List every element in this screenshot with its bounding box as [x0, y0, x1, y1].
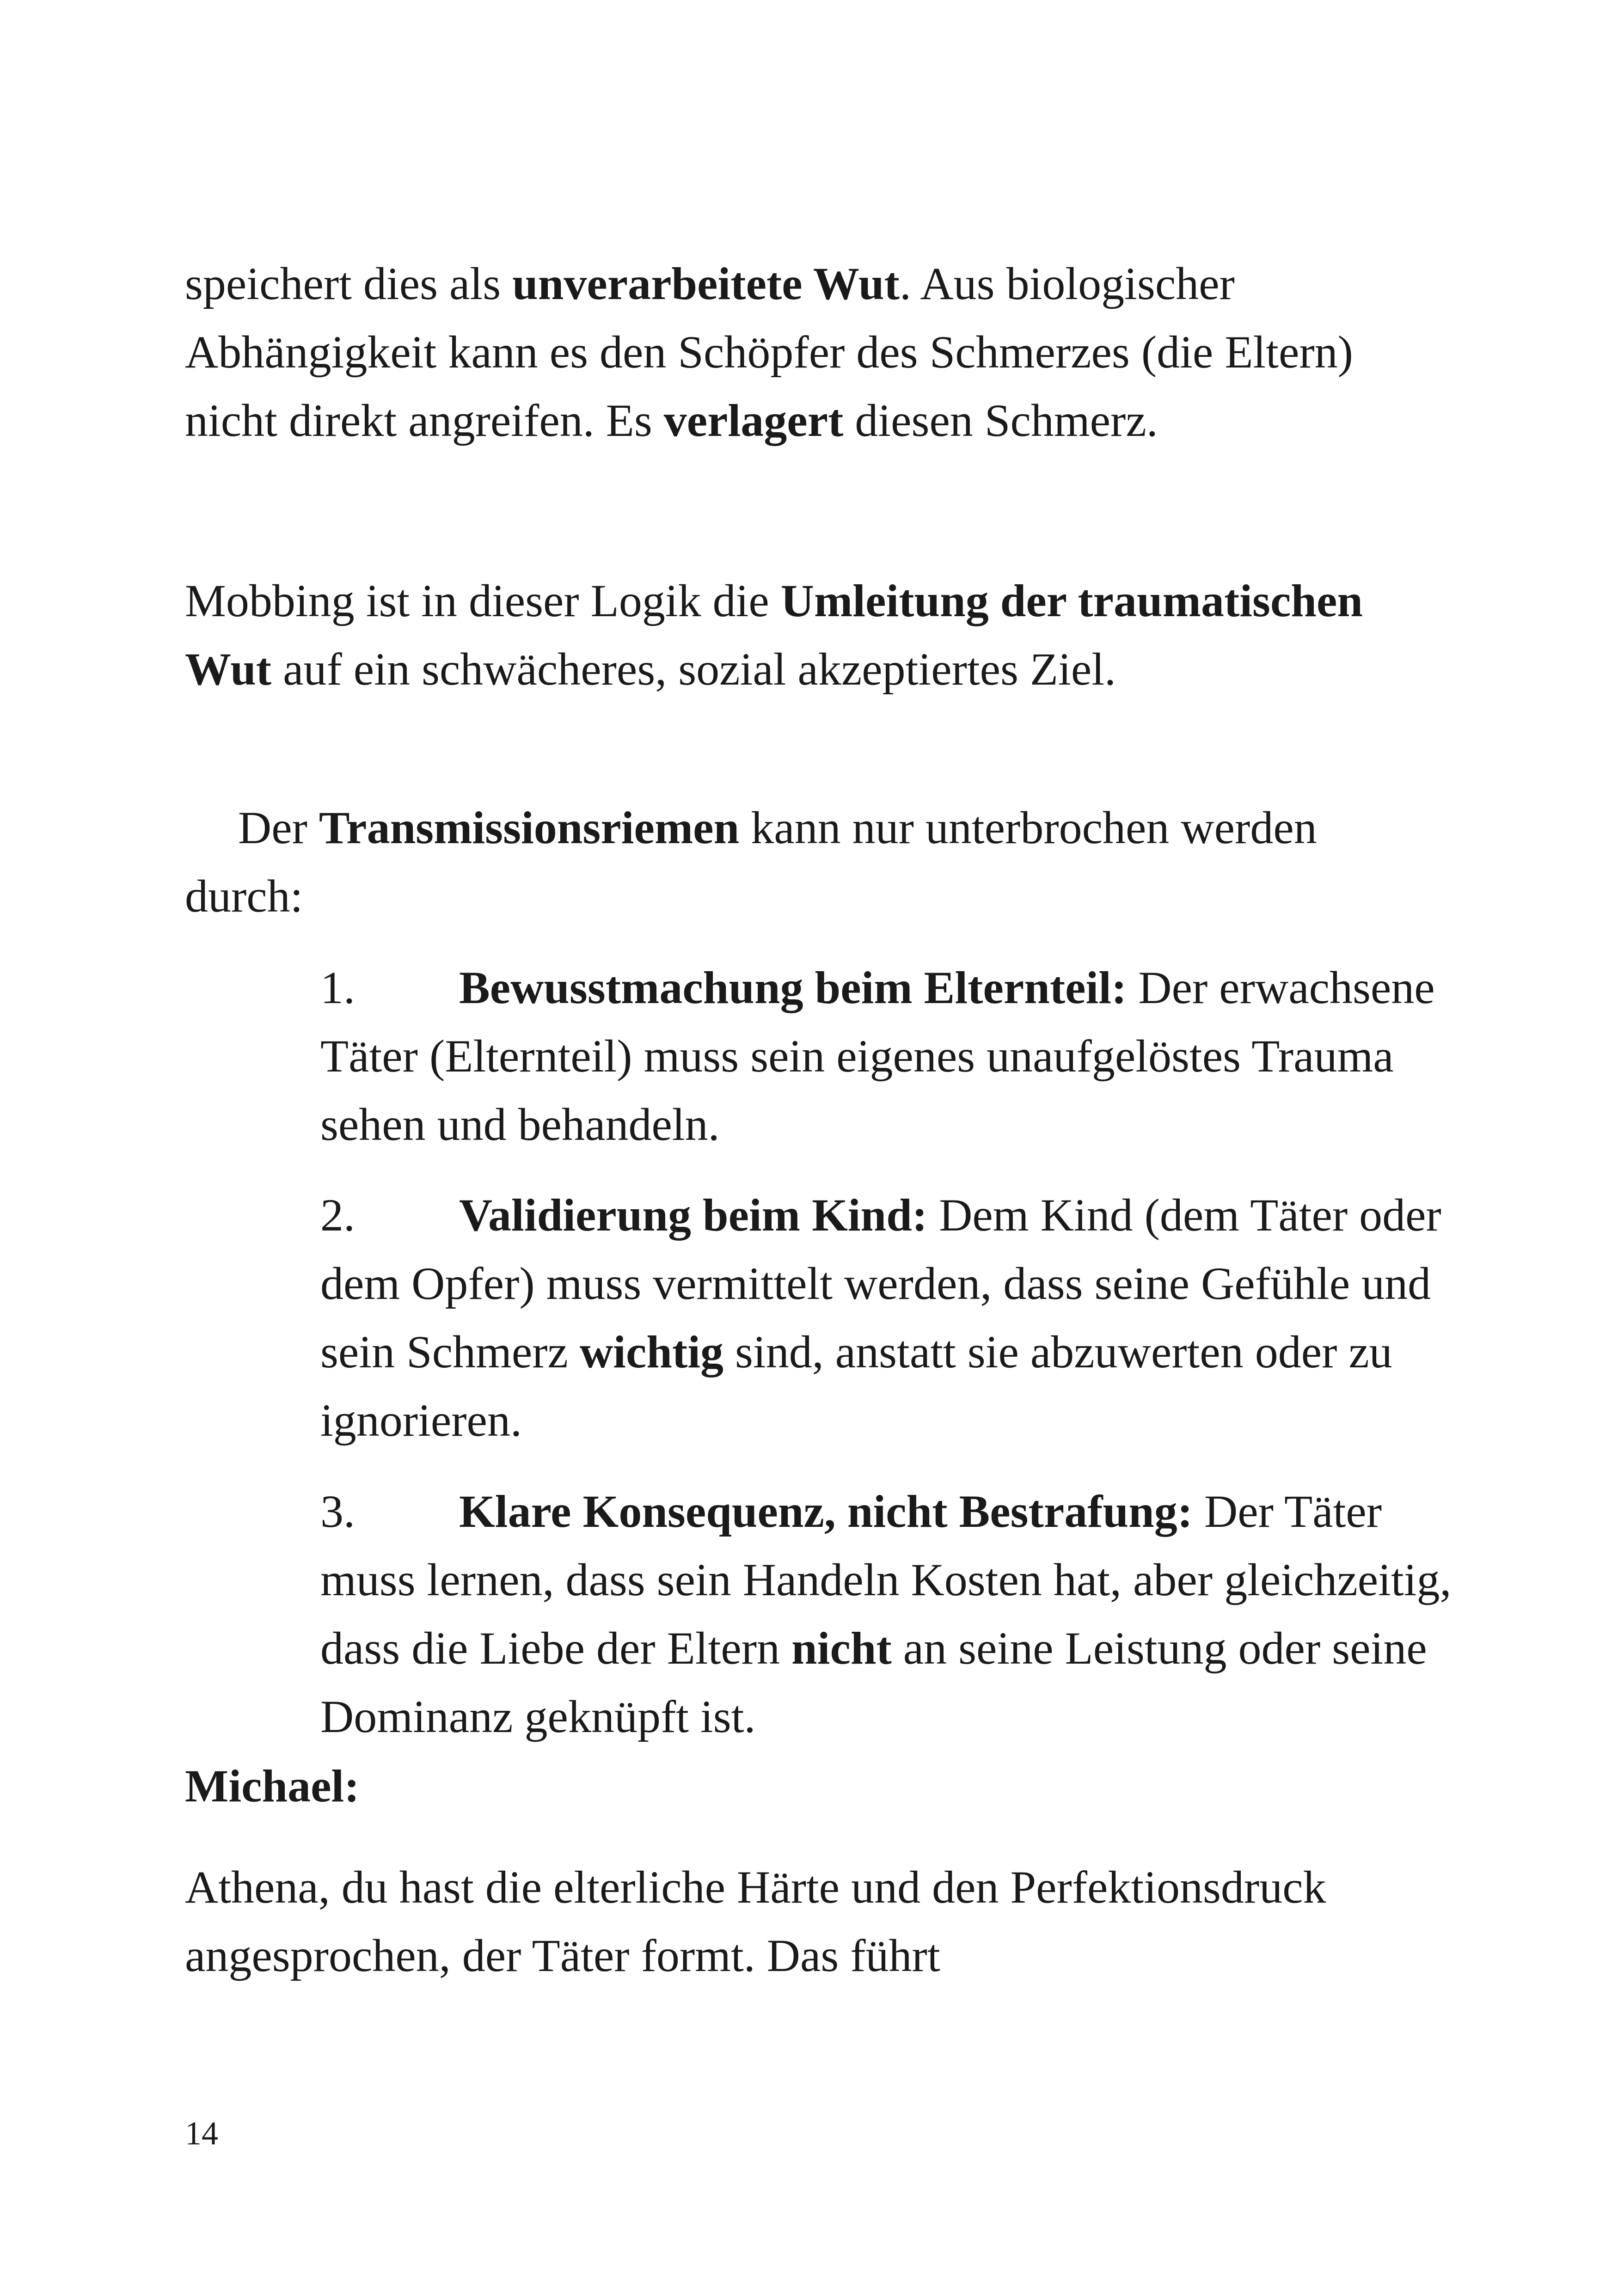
- list-number: 2.: [320, 1189, 355, 1241]
- paragraph-mobbing-logic: Mobbing ist in dieser Logik die Umleitung der traumatischen Wut auf ein schwächeres, sozial akzeptiertes Ziel.: [185, 575, 1363, 695]
- speaker-label: Michael:: [185, 1760, 360, 1812]
- list-item: 3. Klare Konsequenz, nicht Bestrafung: Der Täter muss lernen, dass sein Handeln Kosten hat, aber gleichzeitig, dass die Liebe der Eltern nicht an seine Leistung oder seine Dominanz geknüpft ist.: [320, 1477, 1485, 1751]
- paragraph-displaced-anger: speichert dies als unverarbeitete Wut. Aus biologischer Abhängigkeit kann es den Schöpfer des Schmerzes (die Eltern) nicht direkt angreifen. Es verlagert diesen Schmerz.: [185, 258, 1353, 446]
- list-number: 3.: [320, 1486, 355, 1537]
- list-item: 2. Validierung beim Kind: Dem Kind (dem Täter oder dem Opfer) muss vermittelt werden, dass seine Gefühle und sein Schmerz wichtig sind, anstatt sie abzuwerten oder zu ignorieren.: [320, 1181, 1485, 1455]
- list-number: 1.: [320, 962, 355, 1013]
- paragraph-transmission-belt: Der Transmissionsriemen kann nur unterbrochen werden durch:: [185, 802, 1317, 922]
- list-item: 1. Bewusstmachung beim Elternteil: Der erwachsene Täter (Elternteil) muss sein eigenes unaufgelöstes Trauma sehen und behandeln.: [320, 954, 1485, 1159]
- page-number: 14: [185, 2115, 218, 2152]
- paragraph-athena: Athena, du hast die elterliche Härte und den Perfektionsdruck angesprochen, der Täter formt. Das führt: [185, 1861, 1326, 1981]
